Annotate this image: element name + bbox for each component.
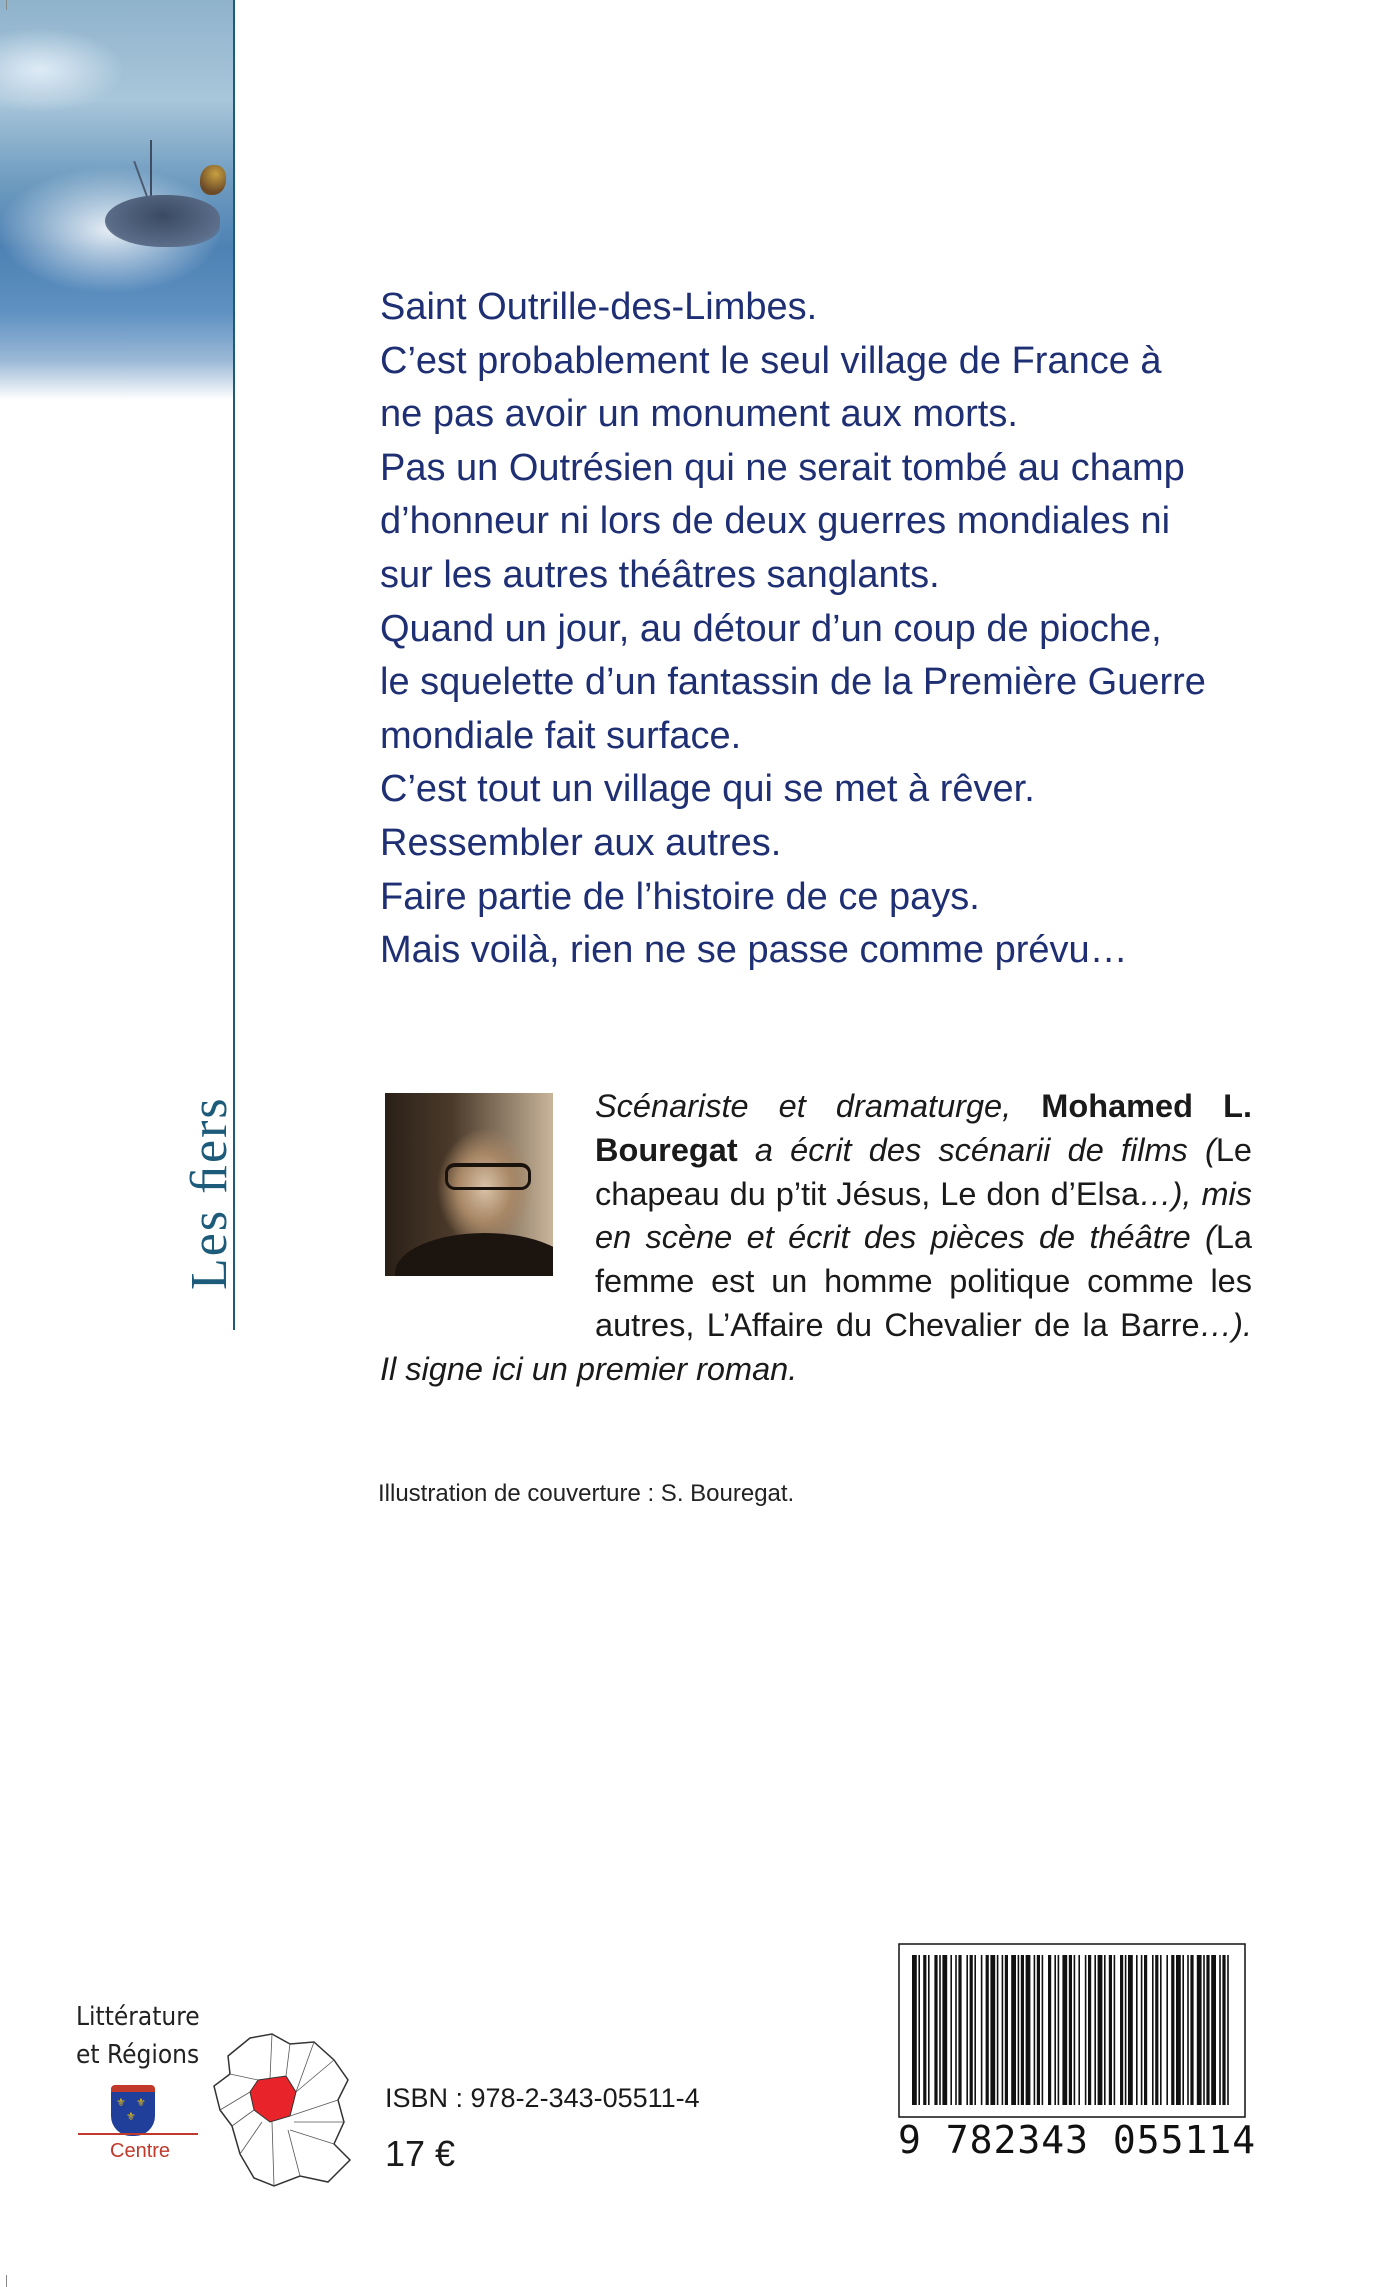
barcode-bar [1034,1955,1036,2105]
barcode-bar [1042,1955,1044,2105]
crop-mark [6,2275,7,2287]
blurb-line: le squelette d’un fantassin de la Première Guerre [380,661,1206,704]
barcode-bar [1005,1955,1008,2105]
barcode-bar [1211,1955,1216,2105]
barcode-bar [990,1955,995,2105]
crop-mark [6,0,7,10]
barcode-bar [1219,1955,1221,2105]
barcode-bar [1190,1955,1193,2105]
barcode-bar [950,1955,952,2105]
barcode-bar [1144,1955,1147,2105]
isbn: ISBN : 978-2-343-05511-4 [385,2083,700,2113]
series-logo-divider [78,2133,198,2135]
blurb-line: Faire partie de l’histoire de ce pays. [380,875,980,918]
barcode-bar [1155,1955,1158,2105]
barcode-bar [1037,1955,1040,2105]
barcode-bar [1078,1955,1080,2105]
back-cover-blurb [380,281,1260,978]
barcode-bar [1222,1955,1225,2105]
author-name: Mohamed L. Bouregat [595,1088,1252,1168]
barcode-bar [923,1955,926,2105]
series-logo-line: Littérature [76,2002,200,2032]
barcode-bar [1203,1955,1205,2105]
barcode-bar [928,1955,930,2105]
barcode-bar [942,1955,947,2105]
blurb-line: Saint Outrille-des-Limbes. [380,286,818,328]
barcode-bar [974,1955,976,2105]
barcode-bar [1176,1955,1181,2105]
series-logo-region: Centre [110,2140,171,2162]
bio-text: …). Il signe ici un premier roman. [380,1306,1252,1387]
bio-text: Scénariste et dramaturge, [595,1088,1042,1124]
barcode-bar [955,1955,957,2105]
illustration-credit: Illustration de couverture : S. Bouregat. [378,1480,795,1507]
barcode-bar [1021,1955,1024,2105]
barcode-bar [1069,1955,1072,2105]
rooster-figure [200,165,226,195]
barcode-bar [1098,1955,1103,2105]
bio-work-titles: La femme est un homme politique comme les autres, L’Affaire du Chevalier de la Barre [595,1219,1252,1343]
barcode-bar [1018,1955,1020,2105]
barcode-bar [1109,1955,1112,2105]
barcode-bar [1062,1955,1067,2105]
series-logo-line: et Régions [76,2040,200,2070]
barcode-bar [981,1955,983,2105]
barcode-bar [1074,1955,1076,2105]
barcode-bar [1160,1955,1162,2105]
barcode-bar [1048,1955,1051,2105]
bio-text: a écrit des scénarii de films ( [737,1131,1216,1168]
barcode-bar [958,1955,961,2105]
barcode-bar [997,1955,999,2105]
barcode-bar [1128,1955,1133,2105]
barcode-bar [1120,1955,1123,2105]
barcode-bar [1011,1955,1016,2105]
barcode [898,1943,1246,2146]
barcode-bar [912,1955,917,2105]
barcode-bar [939,1955,941,2105]
blurb-line: mondiale fait surface. [380,714,742,757]
barcode-bar [1171,1955,1174,2105]
barcode-digits: 9 782343 055114 [898,2118,1257,2162]
blurb-line: Pas un Outrésien qui ne serait tombé au champ [380,446,1185,489]
barcode-bar [1227,1955,1229,2105]
islet-shape [105,195,220,247]
blurb-line: sur les autres théâtres sanglants. [380,553,940,596]
barcode-bar [1114,1955,1116,2105]
series-logo-title [76,1998,200,2074]
barcode-bar [1125,1955,1127,2105]
barcode-bar [1152,1955,1154,2105]
barcode-bar [1136,1955,1138,2105]
collection-name: Les ﬁers [181,1096,238,1290]
barcode-bar [934,1955,937,2105]
blurb-line: Quand un jour, au détour d’un coup de pioche, [380,607,1162,650]
barcode-bar [1187,1955,1189,2105]
barcode-bar [1026,1955,1031,2105]
bio-work-titles: Le chapeau du p’tit Jésus, Le don d’Elsa [595,1131,1252,1212]
barcode-bar [1206,1955,1209,2105]
blurb-line: C’est probablement le seul village de France à [380,339,1162,382]
cover-illustration-strip [0,0,233,400]
barcode-bar [1058,1955,1060,2105]
price: 17 € [385,2133,456,2174]
barcode-bar [1054,1955,1056,2105]
blurb-line: C’est tout un village qui se met à rêver. [380,768,1035,811]
blurb-line: d’honneur ni lors de deux guerres mondiales ni [380,500,1171,543]
barcode-bar [1002,1955,1004,2105]
barcode-bar [970,1955,973,2105]
barcode-bar [1197,1955,1202,2105]
barcode-bar [1166,1955,1168,2105]
france-map-icon [210,2030,355,2190]
barcode-bar [918,1955,920,2105]
barcode-bar [1104,1955,1106,2105]
barcode-bar [1085,1955,1087,2105]
bio-text: …), mis en scène et écrit des pièces de théâtre ( [595,1175,1252,1256]
blurb-line: ne pas avoir un monument aux morts. [380,393,1018,436]
coat-of-arms-icon: ⚜ ⚜ ⚜ [111,2085,155,2136]
barcode-bar [1088,1955,1091,2105]
blurb-line: Ressembler aux autres. [380,821,782,864]
barcode-bar [966,1955,968,2105]
author-bio [380,1085,1252,1392]
barcode-bar [1141,1955,1143,2105]
blurb-line: Mais voilà, rien ne se passe comme prévu… [380,929,1128,972]
barcode-bar [1182,1955,1184,2105]
barcode-bar [986,1955,989,2105]
tree-branch [133,161,149,199]
barcode-bar [1094,1955,1096,2105]
